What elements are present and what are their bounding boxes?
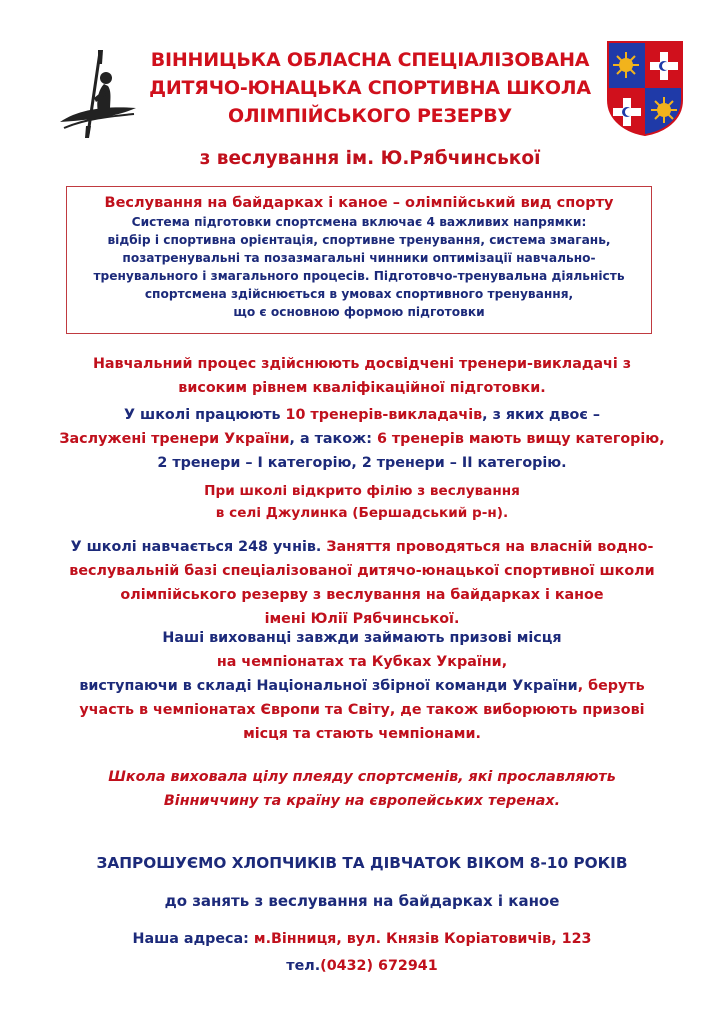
text-line: на чемпіонатах та Кубках України,: [216, 654, 508, 670]
title-line-1: ВІННИЦЬКА ОБЛАСНА СПЕЦІАЛІЗОВАНА: [150, 49, 590, 71]
address-value: м.Вінниця, вул. Князів Коріатовичів, 123: [253, 931, 592, 947]
text-line: [40, 403, 684, 427]
text-span: У школі працюють: [124, 407, 286, 423]
text-line: імені Юлії Рябчинської.: [264, 611, 460, 627]
tagline-paragraph: [40, 765, 684, 813]
text-line: місця та стають чемпіонами.: [243, 726, 481, 742]
text-line: [40, 427, 684, 451]
text-span: , з яких двоє –: [482, 407, 600, 423]
vinnytsia-coat-of-arms-icon: [606, 40, 684, 136]
text-span: , а також:: [289, 431, 377, 447]
info-box-line: що є основною формою підготовки: [233, 305, 485, 319]
phone-line: [40, 955, 684, 977]
staff-paragraph: [40, 403, 684, 475]
info-box-line: позатренувальні та позазмагальні чинники оптимізації навчально-: [122, 251, 596, 265]
info-box-line: відбір і спортивна орієнтація, спортивне тренування, система змагань,: [107, 233, 611, 247]
text-line: Навчальний процес здійснюють досвідчені тренери-викладачі з: [92, 356, 632, 372]
text-line: При школі відкрито філію з веслування: [204, 483, 520, 499]
text-line: участь в чемпіонатах Європи та Світу, де також виборюють призові: [79, 702, 645, 718]
text-span: , беруть: [577, 678, 645, 694]
text-line: Вінниччину та країну на європейських теренах.: [163, 793, 561, 809]
info-box-line: тренувального і змагального процесів. Підготовчо-тренувальна діяльність: [93, 269, 625, 283]
phone-value: (0432) 672941: [320, 958, 438, 974]
address-line: [40, 928, 684, 950]
branch-paragraph: [40, 480, 684, 524]
text-line: Школа виховала цілу плеяду спортсменів, які прославляють: [108, 769, 616, 785]
text-span: Заслужені тренери України: [59, 431, 290, 447]
text-span: 6 тренерів мають вищу категорію,: [376, 431, 665, 447]
info-box-line: Система підготовки спортсмена включає 4 важливих напрямки:: [131, 215, 587, 229]
school-title: [120, 46, 620, 130]
text-span: Заняття проводяться на власній водно-: [321, 539, 654, 555]
school-subtitle: з веслування ім. Ю.Рябчинської: [199, 148, 541, 169]
text-line: [40, 535, 684, 559]
text-span: У школі навчається 248 учнів.: [70, 539, 322, 555]
text-span: 10 тренерів-викладачів: [285, 407, 483, 423]
title-line-3: ОЛІМПІЙСЬКОГО РЕЗЕРВУ: [227, 105, 512, 127]
phone-label: тел.: [286, 958, 321, 974]
invite-heading: ЗАПРОШУЄМО ХЛОПЧИКІВ ТА ДІВЧАТОК ВІКОМ 8-10 РОКІВ: [96, 854, 628, 872]
text-line: веслувальній базі спеціалізованої дитячо-юнацької спортивної школи: [69, 563, 655, 579]
title-line-2: ДИТЯЧО-ЮНАЦЬКА СПОРТИВНА ШКОЛА: [149, 77, 591, 99]
text-line: [40, 451, 684, 475]
text-line: олімпійського резерву з веслування на байдарках і каное: [120, 587, 604, 603]
invite-subheading: до занять з веслування на байдарках і каное: [164, 892, 560, 910]
header: [0, 0, 724, 180]
address-label: Наша адреса:: [132, 931, 254, 947]
text-line: [40, 674, 684, 698]
text-line: високим рівнем кваліфікаційної підготовки.: [178, 380, 546, 396]
info-box: [66, 186, 652, 334]
text-span: 2 тренери – ІІ категорію.: [361, 455, 567, 471]
teachers-paragraph: [40, 352, 684, 400]
text-line: в селі Джулинка (Бершадський р-н).: [215, 505, 509, 521]
info-box-heading: Веслування на байдарках і каное – олімпійський вид спорту: [104, 195, 614, 211]
achievements-paragraph: [40, 626, 684, 746]
info-box-line: спортсмена здійснюється в умовах спортивного тренування,: [144, 287, 574, 301]
text-span: виступаючи в складі Національної збірної команди України: [79, 678, 578, 694]
students-paragraph: [40, 535, 684, 631]
text-line: Наші вихованці завжди займають призові місця: [162, 630, 562, 646]
text-span: 2 тренери – І категорію,: [157, 455, 362, 471]
